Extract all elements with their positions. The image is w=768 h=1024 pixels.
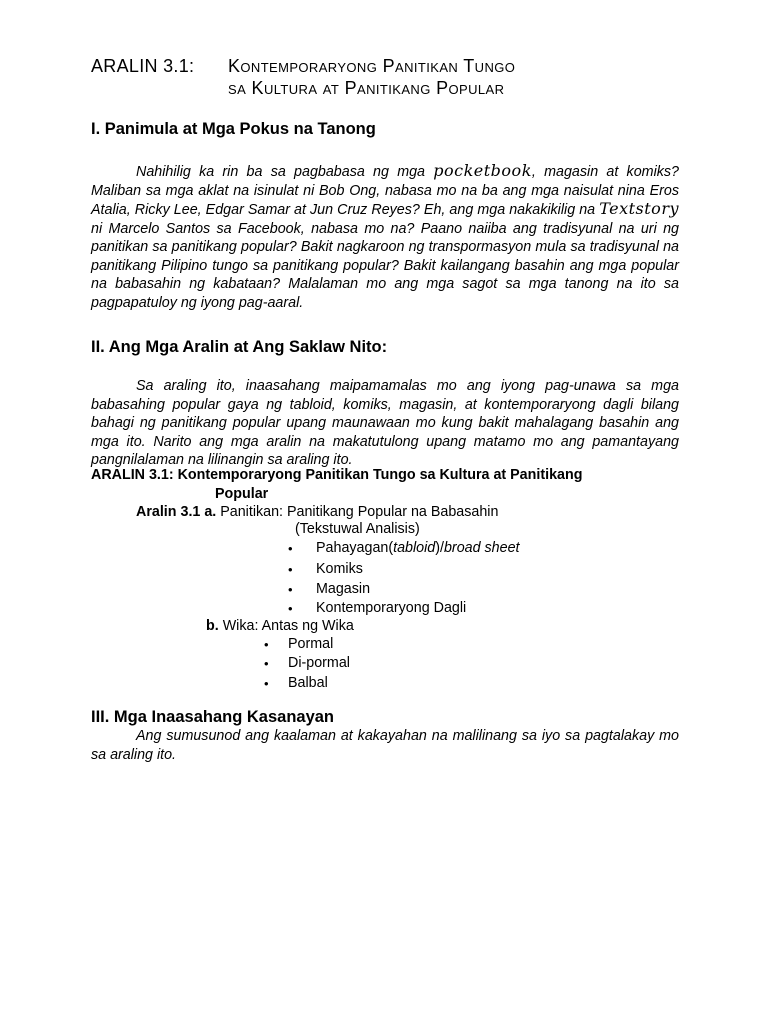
section1-paragraph — [91, 162, 679, 312]
sub-a-text: Panitikan: Panitikang Popular na Babasahin — [216, 504, 499, 520]
sub-b-label: b. — [206, 618, 219, 634]
section1-text-b: , magasin at komiks? Maliban sa mga aklat na isinulat ni Bob Ong, nabasa mo na ba ang mga naisulat nina Eros Atalia, Ricky Lee, Edgar Samar at Jun Cruz Reyes? Eh, ang mga nakakikilig na — [91, 164, 679, 218]
bullet-icon: • — [288, 582, 293, 597]
section1-text-c: ni Marcelo Santos sa Facebook, nabasa mo na? Paano naiiba ang tradisyunal na uri ng panitikan sa panitikang popular? Bakit nagkaroon ng transpormasyon mula sa tradisyunal na panitikang Pilipino tungo sa panitikang popular? Bakit kailangang basahin ang mga popular na babasahin ng kabataan? Malalaman mo ang mga sagot sa mga tanong na ito sa pagpapatuloy ng iyong pag-aaral. — [91, 220, 679, 311]
list-item: Magasin — [316, 581, 371, 597]
sub-a-note: (Tekstuwal Analisis) — [295, 521, 420, 537]
section2-paragraph — [91, 377, 679, 470]
sub-a-line — [136, 504, 498, 520]
lesson-title-line2: sa Kultura at Panitikang Popular — [228, 78, 505, 98]
pocketbook-term: pocketbook — [433, 161, 532, 180]
list-item: Di-pormal — [288, 655, 350, 671]
item1-part-a: Pahayagan( — [316, 540, 394, 556]
item1-part-c: )/ — [435, 540, 444, 556]
section2-heading: II. Ang Mga Aralin at Ang Saklaw Nito: — [91, 338, 388, 356]
aralin-line1: ARALIN 3.1: Kontemporaryong Panitikan Tungo sa Kultura at Panitikang — [91, 467, 583, 483]
bullet-icon: • — [264, 676, 269, 691]
bullet-icon: • — [288, 562, 293, 577]
lesson-title-line1: Kontemporaryong Panitikan Tungo — [228, 56, 516, 76]
bullet-icon: • — [288, 601, 293, 616]
list-item: Balbal — [288, 675, 328, 691]
sub-b-text: Wika: Antas ng Wika — [218, 618, 354, 634]
list-item — [316, 540, 520, 556]
list-item: Pormal — [288, 636, 334, 652]
section3-paragraph — [91, 727, 679, 764]
section1-text-a: Nahihilig ka rin ba sa pagbabasa ng mga — [136, 164, 434, 180]
bullet-icon: • — [264, 637, 269, 652]
aralin-line2: Popular — [215, 486, 269, 502]
item1-broadsheet: broad sheet — [443, 540, 520, 556]
lesson-label: ARALIN 3.1: — [91, 56, 195, 76]
list-item: Komiks — [316, 561, 363, 577]
textstory-term: Textstory — [599, 199, 679, 218]
section3-heading: III. Mga Inaasahang Kasanayan — [91, 708, 335, 726]
item1-tabloid: tabloid — [393, 540, 436, 556]
sub-b-line — [206, 618, 354, 634]
section3-paragraph-text: Ang sumusunod ang kaalaman at kakayahan na malilinang sa iyo sa pagtalakay mo sa araling ito. — [91, 728, 679, 763]
bullet-icon: • — [288, 541, 293, 556]
section2-paragraph-text: Sa araling ito, inaasahang maipamamalas mo ang iyong pag-unawa sa mga babasahing popular gaya ng tabloid, komiks, magasin, at kontemporaryong dagli bilang bahagi ng panitikang popular upang maunawaan mo kung bakit mahalagang basahin ang mga ito. Narito ang mga aralin na makatutulong upang matamo mo ang pamantayang pangnilalaman na lilinangin sa araling ito. — [91, 378, 679, 468]
list-item: Kontemporaryong Dagli — [316, 600, 467, 616]
section1-heading: I. Panimula at Mga Pokus na Tanong — [91, 120, 376, 138]
sub-a-label: Aralin 3.1 a. — [136, 504, 217, 520]
bullet-icon: • — [264, 656, 269, 671]
